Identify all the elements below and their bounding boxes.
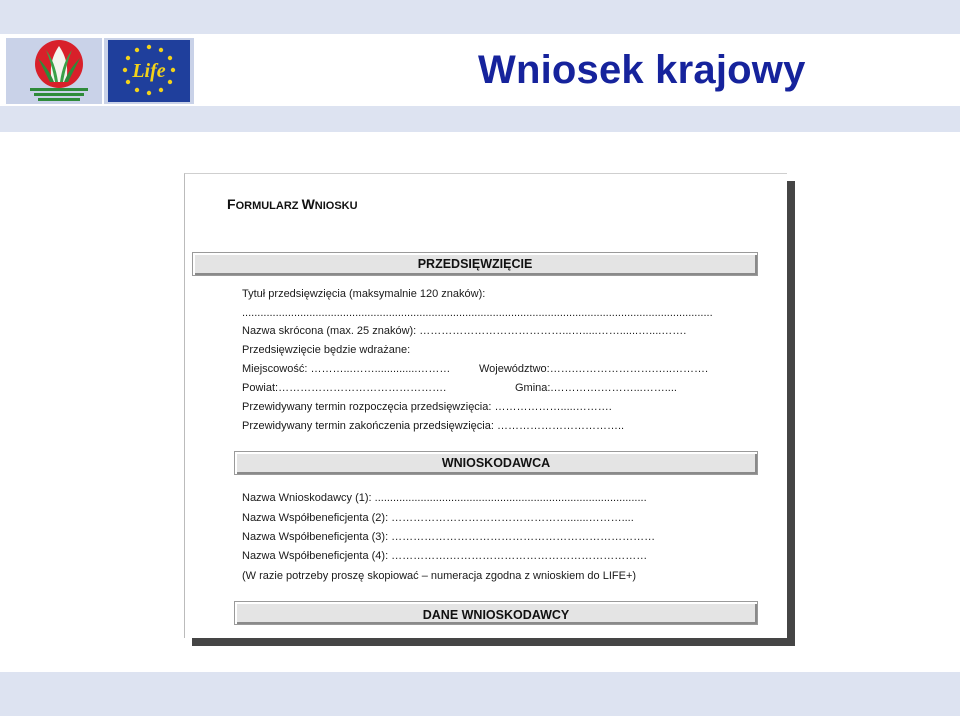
form-line: Nazwa Współbeneficjenta (4): …………….………………………………………………: [242, 550, 648, 562]
logo-area: [6, 38, 194, 104]
form-title-part: ORMULARZ: [235, 200, 302, 212]
form-line: Nazwa Współbeneficjenta (3): ………………………………………………………………: [242, 531, 656, 543]
form-line: Nazwa Wnioskodawcy (1): .........................................................................................: [242, 492, 647, 504]
nfosigw-logo-icon: [16, 38, 102, 104]
form-line: ..........................................................................................................................................................: [242, 307, 713, 319]
form-line: Przedsięwzięcie będzie wdrażane:: [242, 344, 411, 356]
form-note: (W razie potrzeby proszę skopiować – numeracja zgodna z wnioskiem do LIFE+): [242, 570, 637, 582]
form-line: Nazwa Współbeneficjenta (2): ………………………………………….......………....: [242, 512, 634, 524]
header-underline-band: [0, 106, 960, 132]
life-logo-text: Life: [132, 60, 166, 82]
form-line-gmina: Gmina:.………….………...……....: [515, 382, 677, 394]
form-title-part: NIOSKU: [314, 200, 358, 212]
bottom-band: [0, 672, 960, 716]
form-line-miejscowosc: Miejscowość: ………...……..............………: [242, 363, 451, 375]
life-eu-logo-icon: [104, 38, 194, 104]
form-line: Tytuł przedsięwzięcia (maksymalnie 120 znaków):: [242, 288, 486, 300]
form-line: Nazwa skrócona (max. 25 znaków): …………………………………...….....……......…....…….: [242, 325, 687, 337]
form-title: [227, 196, 358, 212]
page-title: Wniosek krajowy: [478, 48, 806, 92]
form-line: Przewidywany termin zakończenia przedsięwzięcia: ……………………………..: [242, 420, 625, 432]
top-band: [0, 0, 960, 34]
form-title-part: W: [301, 196, 315, 212]
form-line: Przewidywany termin rozpoczęcia przedsięwzięcia: ……………….....……….: [242, 401, 612, 413]
form-title-part: F: [227, 196, 236, 212]
form-line-powiat: Powiat:……………………………………….: [242, 382, 447, 394]
section-header-dane-wnioskodawcy: DANE WNIOSKODAWCY: [234, 601, 758, 625]
section-header-przedsiewziecie: PRZEDSIĘWZIĘCIE: [192, 252, 758, 276]
section-header-wnioskodawca: WNIOSKODAWCA: [234, 451, 758, 475]
form-line-wojewodztwo: Województwo:…….………………….…..……….: [479, 363, 708, 375]
